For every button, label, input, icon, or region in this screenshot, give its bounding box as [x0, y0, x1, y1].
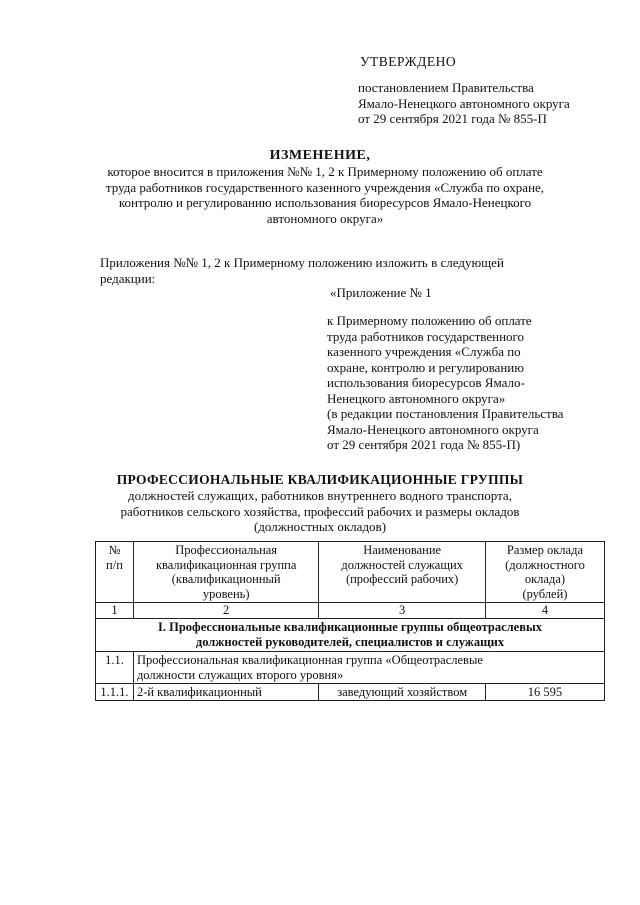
section-row — [96, 619, 605, 652]
appendix-line: к Примерному положению об оплате — [327, 313, 532, 328]
appendix-line: Ненецкого автономного округа» — [327, 390, 506, 406]
table-header-row — [96, 542, 605, 603]
approval-line: постановлением Правительства — [358, 80, 534, 95]
column-number: 2 — [133, 603, 318, 619]
appendix-line: Ямало-Ненецкого автономного округа — [327, 421, 539, 437]
change-line: контролю и регулированию использования биоресурсов Ямало-Ненецкого — [118, 195, 532, 210]
change-description — [80, 164, 570, 226]
table-row — [96, 652, 605, 684]
appendix-line: труда работников государственного — [327, 328, 525, 344]
column-number: 3 — [319, 603, 486, 619]
appendix-line: использования биоресурсов Ямало- — [327, 375, 525, 390]
approval-stamp: УТВЕРЖДЕНО — [360, 54, 457, 69]
change-line: труда работников государственного казенного учреждения «Служба по охране, — [105, 179, 545, 195]
approval-line: Ямало-Ненецкого автономного округа — [358, 95, 570, 111]
header-qualification-group: Профессиональная квалификационная группа (квалификационный уровень) — [133, 542, 318, 603]
appendix-line: казенного учреждения «Служба по — [327, 344, 521, 359]
appendix-line: от 29 сентября 2021 года № 855-П) — [327, 437, 521, 452]
approval-details — [358, 80, 570, 127]
row-number: 1.1. — [96, 652, 134, 684]
qualification-level: 2-й квалификационный — [133, 684, 318, 701]
salary-value: 16 595 — [485, 684, 604, 701]
groups-line: работников сельского хозяйства, профессий рабочих и размеры окладов — [120, 503, 520, 519]
groups-line: должностей служащих, работников внутреннего водного транспорта, — [128, 488, 512, 503]
header-number: № п/п — [96, 542, 134, 603]
body-paragraph-continuation: редакции: — [100, 271, 156, 286]
appendix-line: (в редакции постановления Правительства — [327, 406, 564, 421]
appendix-details — [327, 313, 563, 453]
approval-line: от 29 сентября 2021 года № 855-П — [358, 111, 547, 126]
groups-title: ПРОФЕССИОНАЛЬНЫЕ КВАЛИФИКАЦИОННЫЕ ГРУППЫ — [116, 472, 524, 487]
groups-line: (должностных окладов) — [253, 519, 387, 534]
salary-table — [95, 541, 605, 701]
position-name: заведующий хозяйством — [319, 684, 486, 701]
appendix-title: «Приложение № 1 — [330, 285, 432, 300]
row-number: 1.1.1. — [96, 684, 134, 701]
group-name: Профессиональная квалификационная группа «Общеотраслевые должности служащих второго уровня» — [133, 652, 604, 684]
change-line: которое вносится в приложения №№ 1, 2 к Примерному положению об оплате — [107, 164, 543, 179]
column-number: 1 — [96, 603, 134, 619]
groups-subtitle — [80, 488, 560, 535]
change-title: ИЗМЕНЕНИЕ, — [269, 148, 371, 163]
table-row — [96, 684, 605, 701]
column-number: 4 — [485, 603, 604, 619]
section-title: I. Профессиональные квалификационные группы общеотраслевых должностей руководителей, специалистов и служащих — [96, 619, 605, 652]
header-position-name: Наименование должностей служащих (профессий рабочих) — [319, 542, 486, 603]
header-salary: Размер оклада (должностного оклада) (рублей) — [485, 542, 604, 603]
body-paragraph: Приложения №№ 1, 2 к Примерному положению изложить в следующей — [100, 255, 504, 270]
column-number-row — [96, 603, 605, 619]
appendix-line: охране, контролю и регулированию — [327, 359, 524, 375]
change-line: автономного округа» — [266, 210, 384, 226]
